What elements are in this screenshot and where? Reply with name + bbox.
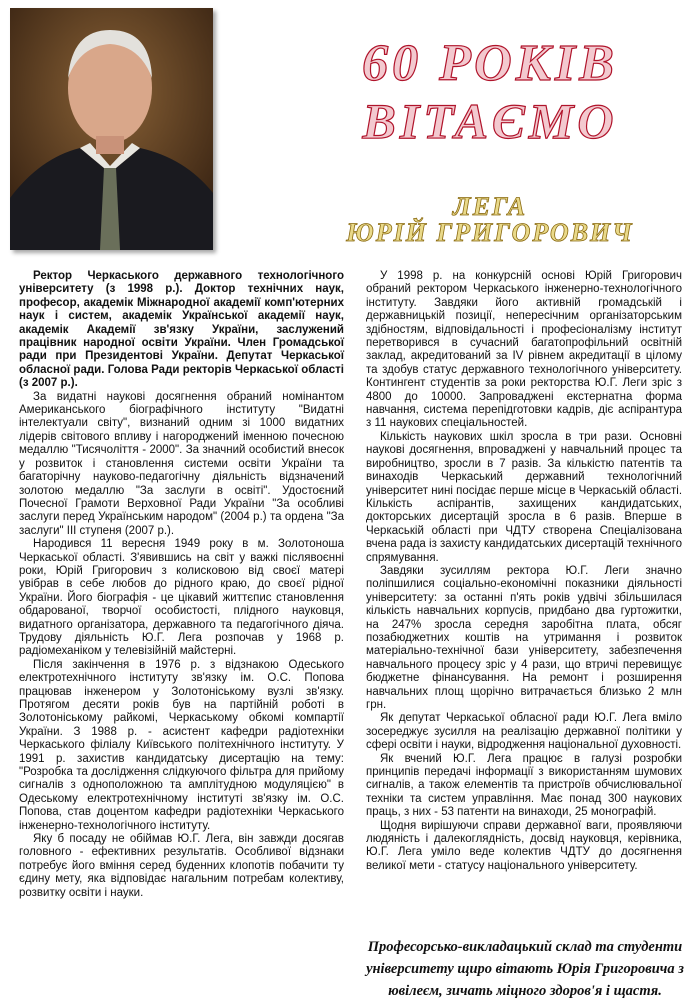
paragraph: За видатні наукові досягнення обраний номінантом Американського біографічного інституту "Видатні інтелектуали світу", визнаний одним зі 1000 видатних лідерів світового впливу і нагороджений іменною почесною медаллю "Тисячоліття - 2000". За значний особистий внесок у розвиток і становлення системи освіти України та багаторічну науково-педагогічну діяльність відзначений золотою медаллю "За заслуги в освіті". Удостоєний Почесної Грамоти Верховної Ради України "За особливі заслуги перед Українським народом" (2004 р.) та ордена "За заслуги" III ступеня (2007 р.). bbox=[19, 390, 344, 537]
paragraph: Як вчений Ю.Г. Лега працює в галузі розробки принципів передачі інформації з використанням шумових сигналів, а також елементів та пристроїв обчислювальної техніки та систем управління. Має понад 300 наукових праць, з них - 53 патенти на винаходи, 25 монографій. bbox=[366, 752, 682, 819]
portrait-photo bbox=[10, 8, 213, 250]
portrait-icon bbox=[10, 8, 213, 250]
paragraph: Після закінчення в 1976 р. з відзнакою Одеського електротехнічного інституту зв'язку ім. О.С. Попова працював інженером у Золотоніському вузлі зв'язку. Протягом десяти років був на партійній роботі в Золотоніському райкомі, Черкаському обкомі компартії України. З 1988 р. - асистент кафедри радіотехніки Черкаського філіалу Київського політехнічного інституту. У 1991 р. захистив кандидатську дисертацію на тему: "Розробка та дослідження слідкуючого фільтра для прийому сигналів з одноположною та амплітудною модуляцією" в Одеському електротехнічному інституті зв'язку ім. О.С. Попова, став доцентом кафедри радіотехніки Черкаського інженерно-технологічного інституту. bbox=[19, 658, 344, 832]
left-column bbox=[19, 270, 344, 900]
intro-paragraph: Ректор Черкаського державного технологічного університету (з 1998 р.). Доктор технічних наук, професор, академік Міжнародної академії комп'ютерних наук і систем, академік Української академії наук, академік Академії зв'язку України, заслужений працівник народної освіти України. Член Громадської ради при Президентові України. Депутат Черкаської обласної ради. Голова Ради ректорів Черкаської області (з 2007 р.). bbox=[19, 270, 344, 390]
closing-greeting: Професорсько-викладацький склад та студенти університету щиро вітають Юрія Григоровича з ювілеєм, зичать міцного здоров'я і щастя. bbox=[366, 939, 684, 999]
headline-anniversary: 60 РОКІВ bbox=[362, 35, 618, 92]
paragraph: Як депутат Черкаської обласної ради Ю.Г. Лега вміло зосереджує зусилля на реалізацію державної політики у сфері освіти і науки, відродження національної духовності. bbox=[366, 712, 682, 752]
headline-congratulate: ВІТАЄМО bbox=[362, 93, 618, 149]
person-surname: ЛЕГА bbox=[452, 192, 528, 221]
person-given-names: ЮРІЙ ГРИГОРОВИЧ bbox=[346, 218, 634, 247]
paragraph: Кількість наукових шкіл зросла в три рази. Основні наукові досягнення, впроваджені у навчальний процес та виробництво, зросли в 7 разів. За кількістю патентів та винаходів Черкаський державний технологічний університет нині посідає перше місце в Черкаській області. Кількість аспірантів, захищених кандидатських, докторських дисертацій зросла в 6 разів. Вперше в Черкаській області при ЧДТУ створена Спеціалізована вчена рада із захисту кандидатських дисертацій технічного спрямування. bbox=[366, 430, 683, 564]
paragraph: Яку б посаду не обіймав Ю.Г. Лега, він завжди досягав головного - ефективних результатів. Особливої відзнаки потребує його вміння серед буденних клопотів побачити ту єдину мету, яка відповідає нагальним потребам колективу, розвитку освіти і науки. bbox=[19, 833, 344, 899]
paragraph: Завдяки зусиллям ректора Ю.Г. Леги значно поліпшилися соціально-економічні показники діяльності університету: за останні п'ять років удвічі збільшилася кількість навчальних корпусів, придбано два гуртожитки, на 247% зросла середня заробітна плата, обсяг позабюджетних коштів на утримання і розвиток матеріально-технічної бази університету, забезпечення навчального процесу зріс у 4 рази, що втричі перевищує бюджетне фінансування. На ремонт і розширення навчальних площ щорічно витрачається близько 2 млн грн. bbox=[366, 564, 682, 711]
paragraph: Щодня вирішуючи справи державної ваги, проявляючи людяність і далекоглядність, досвід науковця, керівника, Ю.Г. Лега уміло веде колектив ЧДТУ до досягнення великої мети - статусу національного університету. bbox=[366, 819, 682, 872]
right-column bbox=[366, 270, 682, 873]
paragraph: Народився 11 вересня 1949 року в м. Золотоноша Черкаської області. З'явившись на світ у важкі післявоєнні роки, Юрій Григорович з колисковою від своєї матері увібрав в себе любов до рідного краю, до своєї рідної України. Його біографія - це цікавий життєпис становлення обдарованої, творчої особистості, плідного науковця, видатного організатора, державного та педагогічного діяча. Трудову діяльність Ю.Г. Лега розпочав у 1968 р. радіомеханіком у телевізійній майстерні. bbox=[19, 538, 344, 658]
paragraph: У 1998 р. на конкурсній основі Юрій Григорович обраний ректором Черкаського інженерно-технологічного інституту. Завдяки його активній громадській і державницькій позиції, непересічним організаторським здібностям, відповідальності і професіоналізму інститут перетворився в сучасний багатопрофільний освітній заклад, акредитований за IV рівнем акредитації в цілому та здобув статус державного технологічного університету. Контингент студентів за роки ректорства Ю.Г. Леги зріс з 4800 до 10000. Запроваджені екстернатна форма навчання, система перепідготовки кадрів, діє аспірантура з 11 наукових спеціальностей. bbox=[366, 270, 682, 430]
